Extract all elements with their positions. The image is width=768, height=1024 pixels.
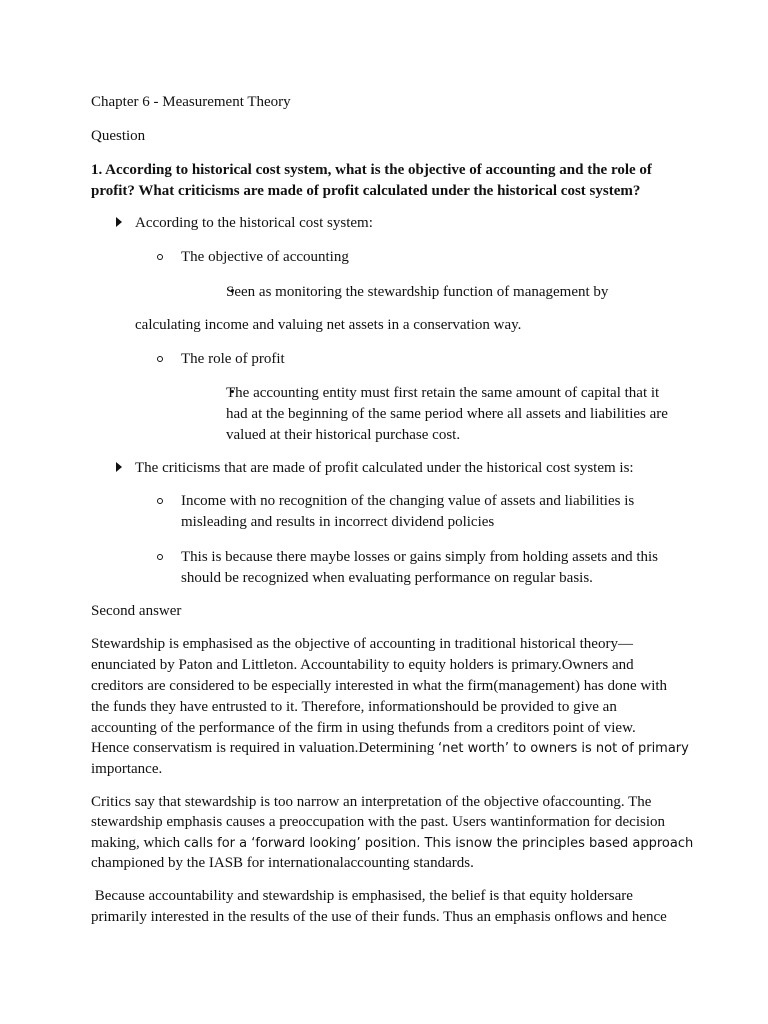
objective-heading: The objective of accounting bbox=[181, 249, 349, 265]
paragraph-1-line-6-start: Hence conservatism is required in valuation.Determining bbox=[91, 740, 438, 756]
question-line-2: profit? What criticisms are made of profit calculated under the historical cost system? bbox=[91, 183, 641, 199]
role-text-line-3: valued at their historical purchase cost. bbox=[226, 427, 461, 443]
paragraph-1-line-4: the funds they have entrusted to it. Therefore, informationshould be provided to give an bbox=[91, 699, 617, 715]
paragraph-2-line-4: championed by the IASB for internationalaccounting standards. bbox=[91, 855, 474, 871]
paragraph-2-line-1: Critics say that stewardship is too narrow an interpretation of the objective ofaccounting. The bbox=[91, 794, 652, 810]
paragraph-1-line-5: accounting of the performance of the firm in using thefunds from a creditors point of view. bbox=[91, 720, 636, 736]
criticism-2-line-1: This is because there maybe losses or gains simply from holding assets and this bbox=[181, 549, 659, 565]
second-answer-label: Second answer bbox=[91, 603, 182, 619]
answer-bullet-2: The criticisms that are made of profit calculated under the historical cost system is: bbox=[135, 460, 634, 476]
paragraph-1-line-3: creditors are considered to be especially interested in what the firm(management) has done with bbox=[91, 678, 668, 694]
answer-bullet-1: According to the historical cost system: bbox=[135, 215, 373, 231]
paragraph-2-line-3 bbox=[91, 833, 693, 854]
paragraph-2-line-2: stewardship emphasis causes a preoccupation with the past. Users wantinformation for decision bbox=[91, 814, 666, 830]
ring-bullet-icon bbox=[157, 254, 163, 260]
criticism-1-line-1: Income with no recognition of the changing value of assets and liabilities is bbox=[181, 493, 635, 509]
ring-bullet-icon bbox=[157, 356, 163, 362]
role-heading: The role of profit bbox=[181, 351, 285, 367]
question-line-1: 1. According to historical cost system, what is the objective of accounting and the role of bbox=[91, 162, 652, 178]
ring-bullet-icon bbox=[157, 554, 163, 560]
ring-bullet-icon bbox=[157, 498, 163, 504]
chapter-title: Chapter 6 - Measurement Theory bbox=[91, 94, 291, 110]
triangle-bullet-icon bbox=[116, 217, 122, 227]
paragraph-3-line-2: primarily interested in the results of the use of their funds. Thus an emphasis onflows and hence bbox=[91, 909, 667, 925]
paragraph-1-line-2: enunciated by Paton and Littleton. Accountability to equity holders is primary.Owners and bbox=[91, 657, 634, 673]
paragraph-1-line-6-end: ‘net worth’ to owners is not of primary bbox=[437, 741, 689, 756]
paragraph-2-line-3-start: making, which bbox=[91, 835, 184, 851]
triangle-bullet-icon bbox=[116, 462, 122, 472]
criticism-2-line-2: should be recognized when evaluating performance on regular basis. bbox=[181, 570, 593, 586]
paragraph-1-line-6 bbox=[91, 738, 689, 759]
paragraph-1-line-1: Stewardship is emphasised as the objective of accounting in traditional historical theory— bbox=[91, 636, 633, 652]
role-text-line-2: had at the beginning of the same period where all assets and liabilities are bbox=[226, 406, 668, 422]
paragraph-1-line-7: importance. bbox=[91, 761, 163, 777]
objective-text-line-2: calculating income and valuing net assets in a conservation way. bbox=[135, 317, 522, 333]
objective-text-line-1: Seen as monitoring the stewardship function of management by bbox=[226, 284, 609, 300]
question-label: Question bbox=[91, 128, 146, 144]
role-text-line-1: The accounting entity must first retain the same amount of capital that it bbox=[226, 385, 660, 401]
paragraph-3-line-1: Because accountability and stewardship is emphasised, the belief is that equity holdersare bbox=[91, 888, 633, 904]
paragraph-2-line-3-end: calls for a ‘forward looking’ position. This isnow the principles based approach bbox=[183, 836, 694, 851]
criticism-1-line-2: misleading and results in incorrect dividend policies bbox=[181, 514, 495, 530]
